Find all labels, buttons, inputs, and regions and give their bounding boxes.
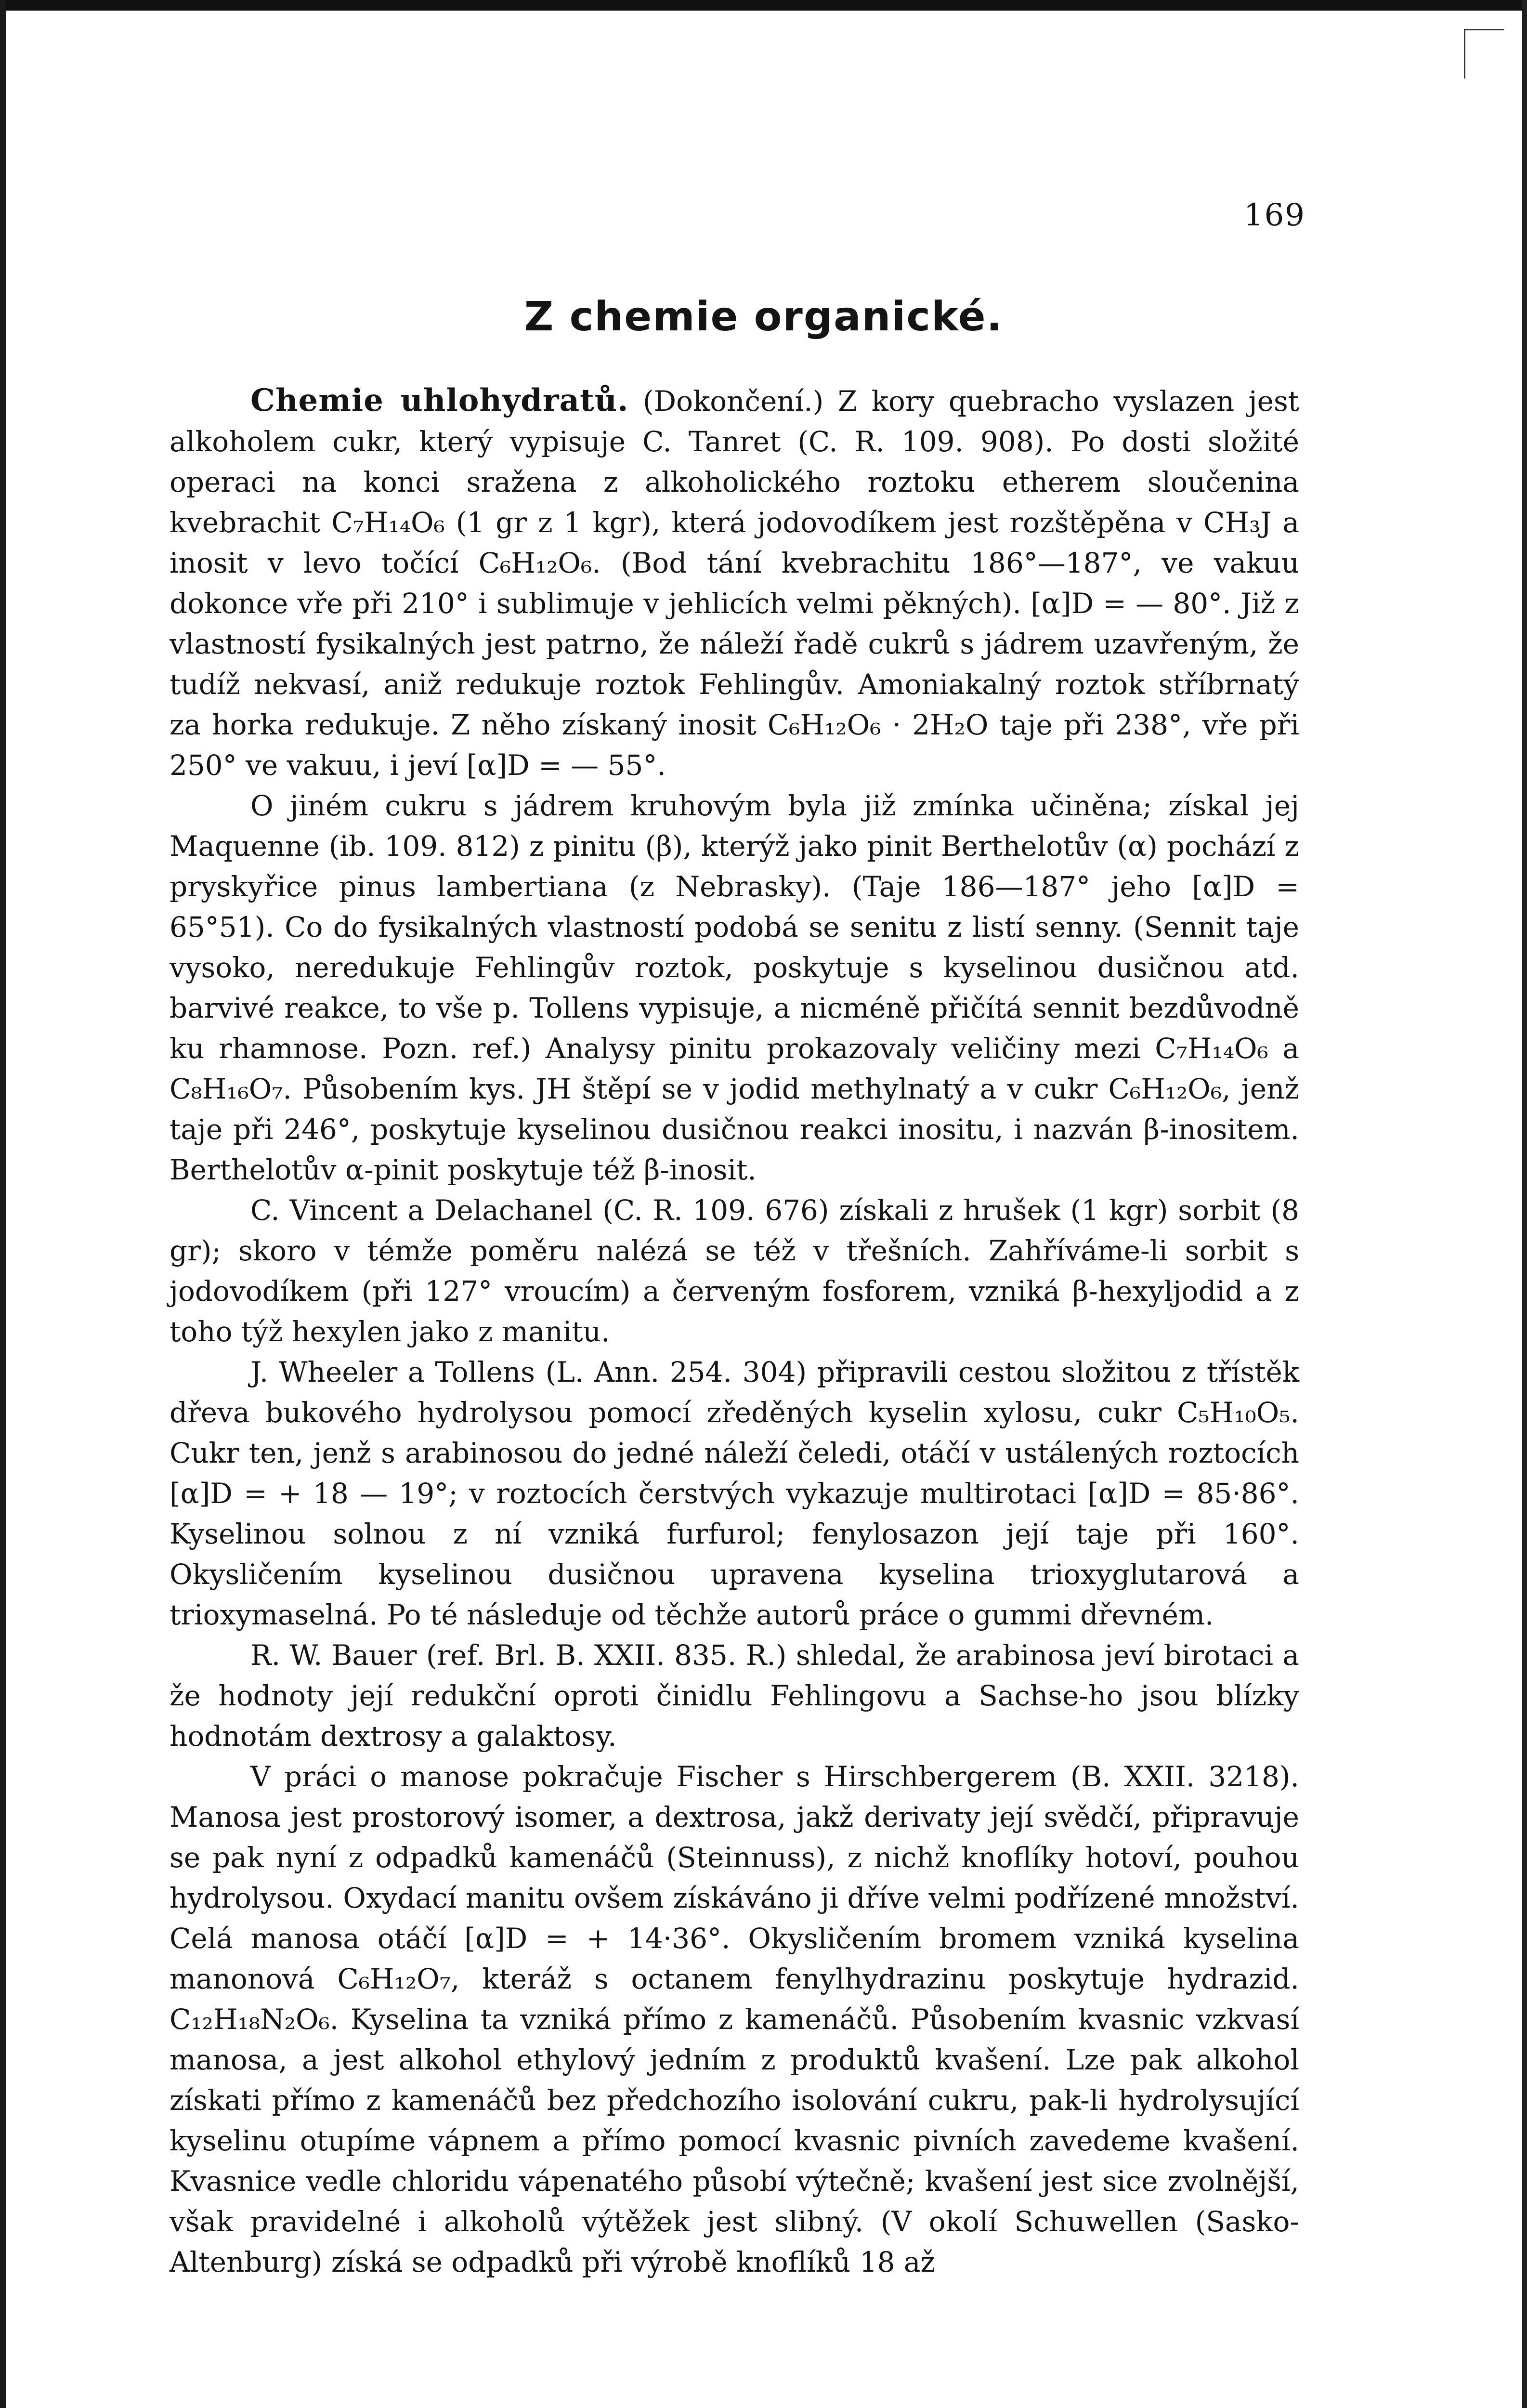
article-body: [170, 380, 1299, 2282]
paragraph-1: [170, 380, 1299, 785]
scan-border-top: [0, 0, 1527, 11]
page-number: 169: [1243, 197, 1305, 233]
paragraph-4: [170, 1352, 1299, 1635]
scan-border-right: [1522, 0, 1527, 2408]
scan-corner-mark: [1464, 29, 1504, 79]
paragraph-text: (Dokončení.) Z kory quebracho vyslazen jest alkoholem cukr, který vypisuje C. Tanret (C. R. 109. 908). Po dosti složité operaci na konci sražena z alkoholického roztoku etherem sloučenina kvebrachit C₇H₁₄O₆ (1 gr z 1 kgr), která jodovodíkem jest rozštěpěna v CH₃J a inosit v levo točící C₆H₁₂O₆. (Bod tání kvebrachitu 186°—187°, ve vakuu dokonce vře při 210° i sublimuje v jehlicích velmi pěkných). [α]D = — 80°. Již z vlastností fysikalných jest patrno, že náleží řadě cukrů s jádrem uzavřeným, že tudíž nekvasí, aniž redukuje roztok Fehlingův. Amoniakalný roztok stříbrnatý za horka redukuje. Z něho získaný inosit C₆H₁₂O₆ · 2H₂O taje při 238°, vře při 250° ve vakuu, i jeví [α]D = — 55°.: [170, 385, 1300, 782]
paragraph-5: [170, 1635, 1299, 1756]
paragraph-text: O jiném cukru s jádrem kruhovým byla již zmínka učiněna; získal jej Maquenne (ib. 109. 812) z pinitu (β), kterýž jako pinit Berthelotův (α) pochází z pryskyřice pinus lambertiana (z Nebrasky). (Taje 186—187° jeho [α]D = 65°51). Co do fysikalných vlastností podobá se senitu z listí senny. (Sennit taje vysoko, neredukuje Fehlingův roztok, poskytuje s kyselinou dusičnou atd. barvivé reakce, to vše p. Tollens vypisuje, a nicméně přičítá sennit bezdůvodně ku rhamnose. Pozn. ref.) Analysy pinitu prokazovaly veličiny mezi C₇H₁₄O₆ a C₈H₁₆O₇. Působením kys. JH štěpí se v jodid methylnatý a v cukr C₆H₁₂O₆, jenž taje při 246°, poskytuje kyselinou dusičnou reakci inositu, i nazván β-inositem. Berthelotův α-pinit poskytuje též β-inosit.: [170, 789, 1299, 1186]
paragraph-text: J. Wheeler a Tollens (L. Ann. 254. 304) připravili cestou složitou z třístěk dřeva bukového hydrolysou pomocí zředěných kyselin xylosu, cukr C₅H₁₀O₅. Cukr ten, jenž s arabinosou do jedné náleží čeledi, otáčí v ustálených roztocích [α]D = + 18 — 19°; v roztocích čerstvých vykazuje multirotaci [α]D = 85·86°. Kyselinou solnou z ní vzniká furfurol; fenylosazon její taje při 160°. Okysličením kyselinou dusičnou upravena kyselina trioxyglutarová a trioxymaselná. Po té následuje od těchže autorů práce o gummi dřevném.: [170, 1356, 1299, 1631]
paragraph-text: V práci o manose pokračuje Fischer s Hirschbergerem (B. XXII. 3218). Manosa jest prostorový isomer, a dextrosa, jakž derivaty její svědčí, připravuje se pak nyní z odpadků kamenáčů (Steinnuss), z nichž knoflíky hotoví, pouhou hydrolysou. Oxydací manitu ovšem získáváno ji dříve velmi podřízené množství. Celá manosa otáčí [α]D = + 14·36°. Okysličením bromem vzniká kyselina manonová C₆H₁₂O₇, kteráž s octanem fenylhydrazinu poskytuje hydrazid. C₁₂H₁₈N₂O₆. Kyselina ta vzniká přímo z kamenáčů. Působením kvasnic vzkvasí manosa, a jest alkohol ethylový jedním z produktů kvašení. Lze pak alkohol získati přímo z kamenáčů bez předchozího isolování cukru, pak-li hydrolysující kyselinu otupíme vápnem a přímo pomocí kvasnic pivních zavedeme kvašení. Kvasnice vedle chloridu vápenatého působí výtečně; kvašení jest sice zvolnější, však pravidelné i alkoholů výtěžek jest slibný. (V okolí Schuwellen (Sasko-Altenburg) získá se odpadků při výrobě knoflíků 18 až: [170, 1760, 1299, 2278]
article-heading: Chemie uhlohydratů.: [250, 382, 629, 419]
paragraph-text: C. Vincent a Delachanel (C. R. 109. 676) získali z hrušek (1 kgr) sorbit (8 gr); skoro v témže poměru nalézá se též v třešních. Zahříváme-li sorbit s jodovodíkem (při 127° vroucím) a červeným fosforem, vzniká β-hexyljodid a z toho týž hexylen jako z manitu.: [170, 1194, 1299, 1348]
paragraph-2: [170, 785, 1299, 1190]
paragraph-3: [170, 1190, 1299, 1352]
paragraph-6: [170, 1756, 1299, 2282]
scan-border-left: [0, 0, 6, 2408]
paragraph-text: R. W. Bauer (ref. Brl. B. XXII. 835. R.) shledal, že arabinosa jeví birotaci a že hodnoty její redukční oproti činidlu Fehlingovu a Sachse-ho jsou blízky hodnotám dextrosy a galaktosy.: [170, 1639, 1299, 1753]
section-title: Z chemie organické.: [524, 293, 1003, 340]
